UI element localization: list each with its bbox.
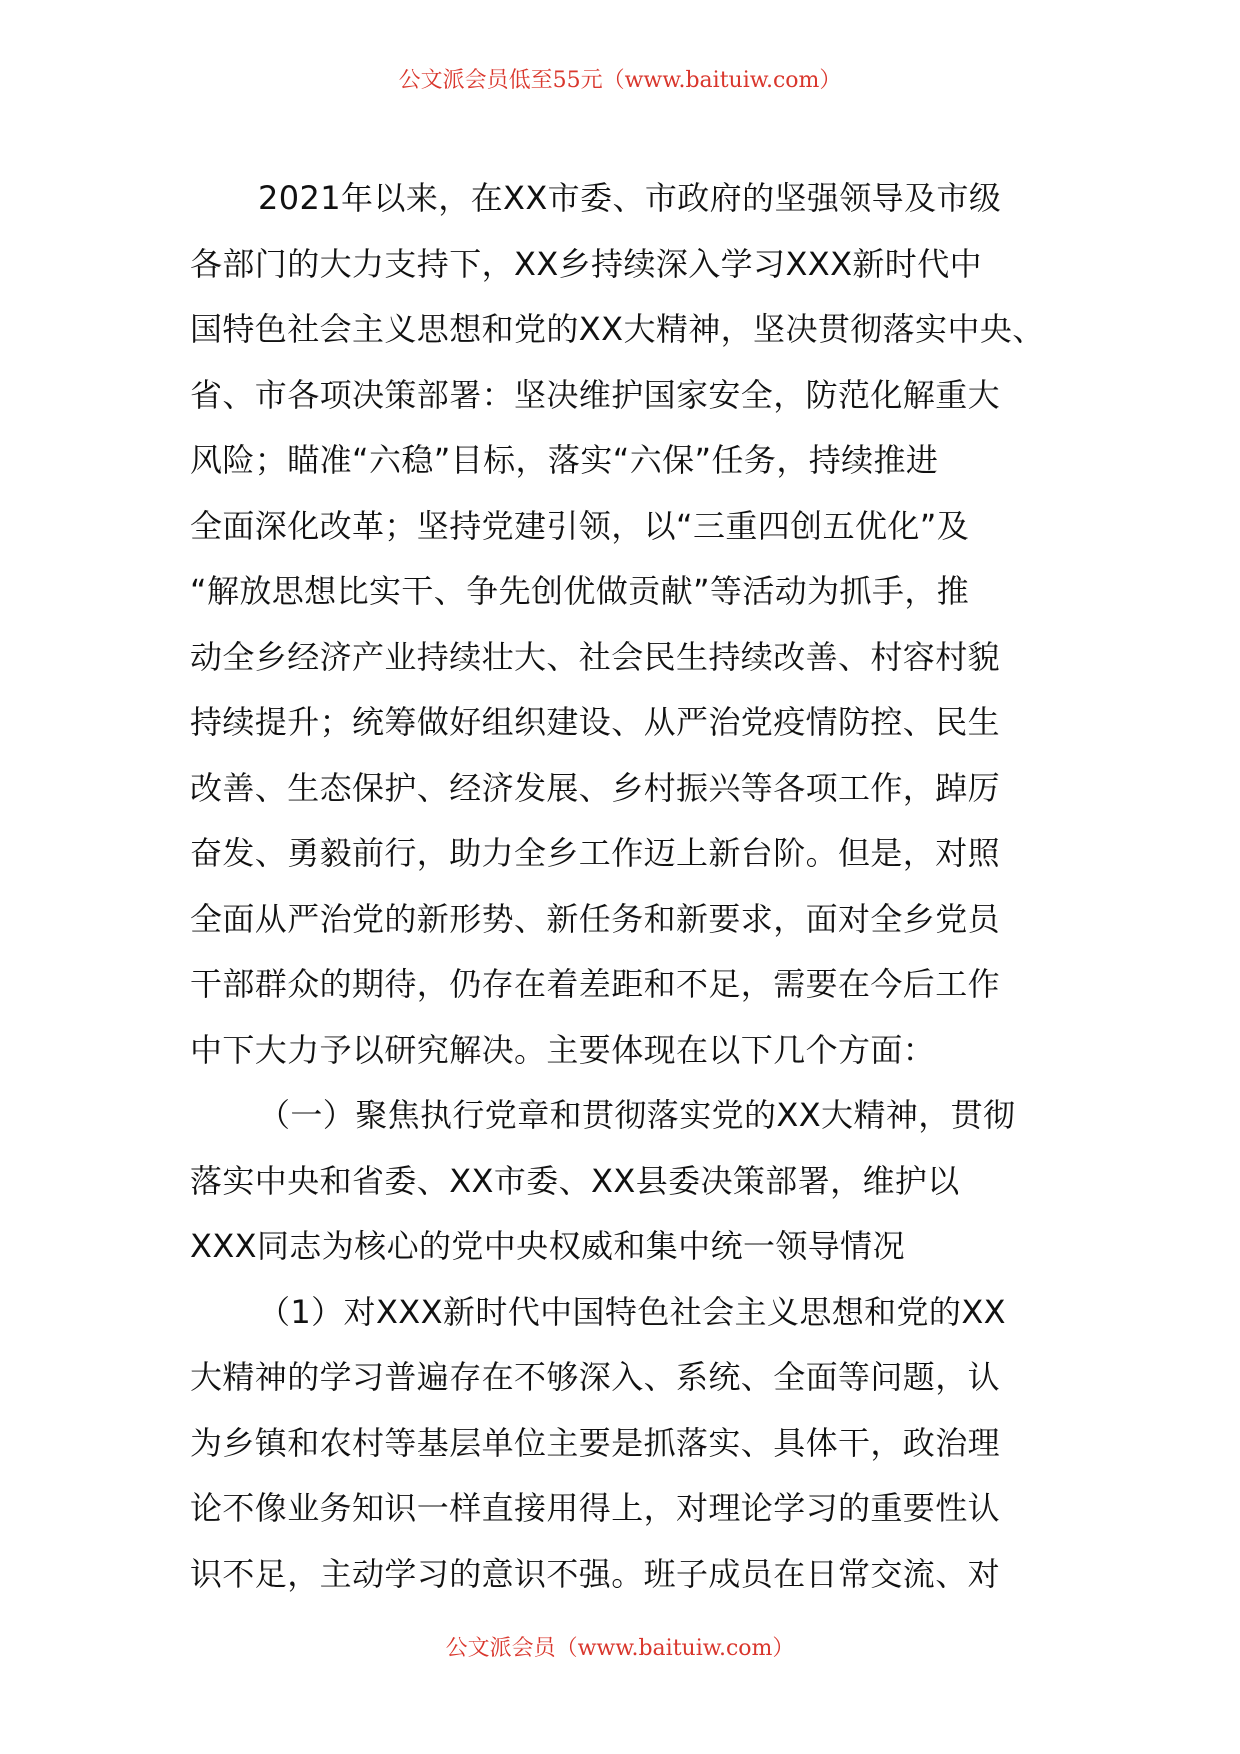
section-heading-line: 落实中央和省委、XX市委、XX县委决策部署，维护以: [190, 1161, 960, 1200]
text-line: 动全乡经济产业持续壮大、社会民生持续改善、村容村貌: [190, 637, 1001, 676]
text-line: 全面深化改革；坚持党建引领，以“三重四创五优化”及: [190, 506, 970, 545]
text-line: 干部群众的期待，仍存在着差距和不足，需要在今后工作: [190, 965, 1001, 1003]
text-line: 省、市各项决策部署：坚决维护国家安全，防范化解重大: [190, 375, 1001, 414]
text-line: 识不足，主动学习的意识不强。班子成员在日常交流、对: [190, 1554, 1001, 1593]
text-line: 大精神的学习普遍存在不够深入、系统、全面等问题，认: [190, 1358, 1001, 1396]
text-line: 各部门的大力支持下，XX乡持续深入学习XXX新时代中: [190, 244, 983, 283]
text-line: 改善、生态保护、经济发展、乡村振兴等各项工作，踔厉: [190, 768, 1001, 807]
text-line: 奋发、勇毅前行，助力全乡工作迈上新台阶。但是，对照: [190, 834, 1001, 872]
section-heading-line: XXX同志为核心的党中央权威和集中统一领导情况: [190, 1227, 905, 1265]
text-line: 论不像业务知识一样直接用得上，对理论学习的重要性认: [190, 1489, 1001, 1527]
text-line: 为乡镇和农村等基层单位主要是抓落实、具体干，政治理: [190, 1423, 1001, 1462]
text-line: 持续提升；统筹做好组织建设、从严治党疫情防控、民生: [190, 703, 1001, 741]
text-line: 国特色社会主义思想和党的XX大精神，坚决贯彻落实中央、: [190, 310, 1045, 348]
footer-promo-text: 公文派会员（www.baituiw.com）: [445, 1636, 795, 1661]
text-line: 风险；瞄准“六稳”目标，落实“六保”任务，持续推进: [190, 441, 939, 479]
text-line: （1）对XXX新时代中国特色社会主义思想和党的XX: [258, 1292, 1006, 1331]
text-line: “解放思想比实干、争先创优做贡献”等活动为抓手，推: [190, 572, 970, 610]
text-line: 中下大力予以研究解决。主要体现在以下几个方面：: [190, 1030, 936, 1069]
header-promo-text: 公文派会员低至55元（www.baituiw.com）: [398, 68, 842, 93]
document-body: [190, 166, 1080, 1607]
text-line: 全面从严治党的新形势、新任务和新要求，面对全乡党员: [190, 899, 1001, 938]
text-line: 2021年以来，在XX市委、市政府的坚强领导及市级: [258, 179, 1002, 217]
section-heading-line: （一）聚焦执行党章和贯彻落实党的XX大精神，贯彻: [258, 1096, 1016, 1134]
